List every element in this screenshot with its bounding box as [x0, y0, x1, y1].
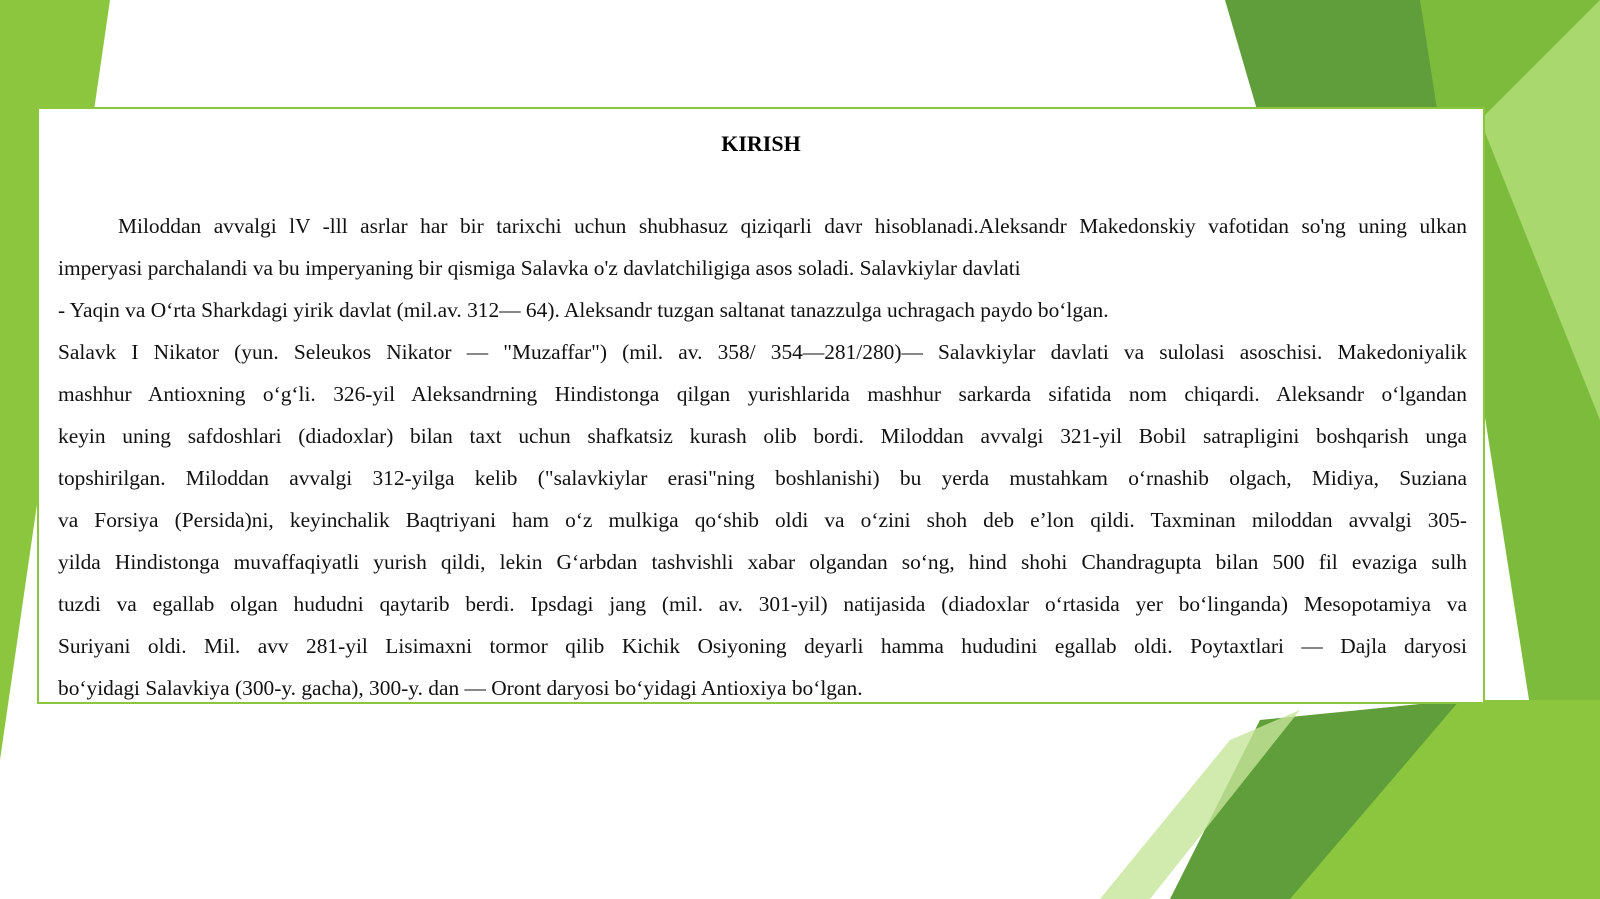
text-line: Salavk I Nikator (yun. Seleukos Nikator — "Muzaffar") (mil. av. 358/ 354—281/280)— Salavkiylar davlati va sulolasi asoschisi. Makedoniyalik: [58, 340, 1467, 364]
text-line: yilda Hindistonga muvaffaqiyatli yurish qildi, lekin G‘arbdan tashvishli xabar olgandan so‘ng, hind shohi Chandragupta bilan 500 fil evaziga sulh: [58, 550, 1467, 574]
text-line: topshirilgan. Miloddan avvalgi 312-yilga kelib ("salavkiylar erasi"ning boshlanishi) bu yerda mustahkam o‘rnashib olgach, Midiya, Suziana: [58, 466, 1467, 490]
text-line: Miloddan avvalgi lV -lll asrlar har bir tarixchi uchun shubhasuz qiziqarli davr hisoblanadi.Aleksandr Makedonskiy vafotidan so'ng uning ulkan: [118, 214, 1467, 238]
text-line: imperyasi parchalandi va bu imperyaning bir qismiga Salavka o'z davlatchiligiga asos soladi. Salavkiylar davlati: [58, 256, 1021, 280]
text-line: keyin uning safdoshlari (diadoxlar) bilan taxt uchun shafkatsiz kurash olib bordi. Miloddan avvalgi 321-yil Bobil satrapligini boshqarish unga: [58, 424, 1467, 448]
text-line: Suriyani oldi. Mil. avv 281-yil Lisimaxni tormor qilib Kichik Osiyoning deyarli hamma hududini egallab oldi. Poytaxtlari — Dajla daryosi: [58, 634, 1467, 658]
text-line: mashhur Antioxning o‘g‘li. 326-yil Aleksandrning Hindistonga qilgan yurishlarida mashhur sarkarda sifatida nom chiqardi. Aleksandr o‘lgandan: [58, 382, 1467, 406]
text-line: tuzdi va egallab olgan hududni qaytarib berdi. Ipsdagi jang (mil. av. 301-yil) natijasida (diadoxlar o‘rtasida yer bo‘linganda) Mesopotamiya va: [58, 592, 1467, 616]
body-text: [58, 205, 1467, 709]
text-line: - Yaqin va O‘rta Sharkdagi yirik davlat (mil.av. 312— 64). Aleksandr tuzgan saltanat tanazzulga uchragach paydo bo‘lgan.: [58, 298, 1109, 322]
page-title: KIRISH: [721, 131, 801, 156]
content-textbox: [37, 107, 1485, 704]
text-line: bo‘yidagi Salavkiya (300-y. gacha), 300-y. dan — Oront daryosi bo‘yidagi Antioxiya bo‘lgan.: [58, 676, 863, 700]
text-line: va Forsiya (Persida)ni, keyinchalik Baqtriyani ham o‘z mulkiga qo‘shib oldi va o‘zini shoh deb e’lon qildi. Taxminan miloddan avvalgi 305-: [58, 508, 1467, 532]
